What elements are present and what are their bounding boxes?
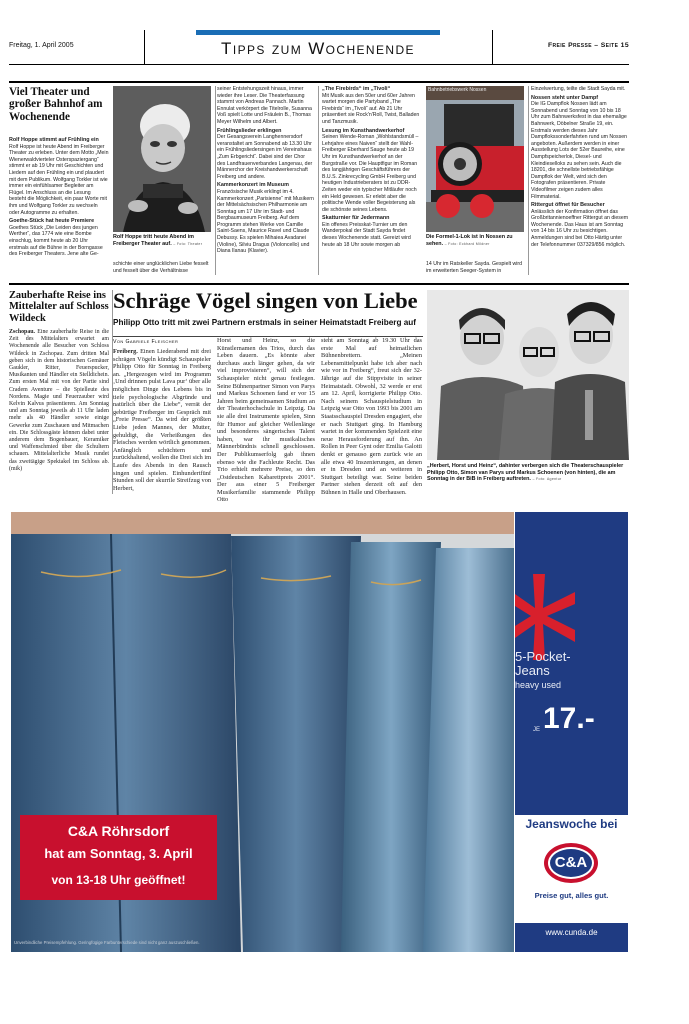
product-name-line1: 5-Pocket- [515, 649, 571, 664]
product-price: 17.- [543, 702, 595, 735]
train-photo-caption [426, 234, 524, 248]
story-column-2: Horst und Heinz, so die Künstlernamen des Trios, durch das Leben dauern. „Es könnte aber durchaus auch länger gehen, da wir viel improvisieren“, will sich der Schauspieler nicht genau festlegen. Seine Bühnenpartner Simon von Parys und Markus Schoenen fand er vor 15 Jahren beim gemeinsamen Studium an der Theaterhochschule in Leipzig. Da sie alle drei Instrumente spielen, Sinn für Humor auf gleicher Wellenlänge und besonderes sängerisches Talent haben, war ihr musikalisches Männerbündnis schnell geschlossen. Der Publikumserfolg gab ihnen ebenso wie die Fachleute Recht. Das Trio erhielt mehrere Preise, so den „Ostdeutschen Kabarettpreis 2001“. Der aus einer 5 Freiberger Musikerfamilie stammende Philipp Otto [217, 337, 315, 504]
logo-box [515, 833, 628, 923]
train-photo-credit: – Foto: Eckhard Mildner [444, 241, 490, 246]
locomotive-illustration [426, 86, 524, 232]
page-title: Tipps zum Wochenende [221, 39, 415, 58]
product-name-line2: Jeans [515, 663, 550, 678]
theater-headline: Viel Theater und großer Bahnhof am Wochenende [9, 86, 103, 123]
wildeck-text: Eine zauberhafte Reise in die Zeit des Mittelalters erwartet am Wochenende alle Besucher von Schloss Wildeck in Zschopau. Zum dritten Mal geben sich in dem historischen Gemäuer Gaukler, Ritter, Feuerspucker, Musikanten und Händler ein Stelldichein. Zum ersten Mal mit von der Partie sind Cradem Aventure – die Spielleute des Nordens. Magie und Feuerzauber wird Kelvin Kalvus präsentieren. Am Sonntag und am Sonntag jeweils ab 11 Uhr laden mehr als 40 Händler sowie einige Gewerke zum Zuschauen und Mitmachen ein. Die Schlossgäste können dabei unter anderem dem Bogenbauer, Keramiker und Waffenschmied über die Schultern schauen. Mittelalterliche Musik rundet das zweitägige Spektakel im Schloss ab. (mik) [9, 329, 109, 472]
theater-article [9, 135, 109, 277]
text-nossen: Die IG Dampflok Nossen lädt am Sonnabend und Sonntag von 10 bis 18 Uhr zum Bahnwerksfest in das ehemalige Bahnwerk, Döbelner Straße 19, ein. Erstmals werden dieses Jahr Dampflokssonderfahrten rund um Nossen angeboten. Außerdem werden in einer Ausstellung Lots der 52er Baureihe, eine Dampfspeicherlok, Diesel- und Kleindieselloks zu sehen sein. Auch die 18201, die schnellste betriebsfähige Dampflok der Welt, wird sich den Fotografen präsentieren. Private Videofilmer zeigen zudem alles Filmmaterial. [531, 101, 628, 200]
werther-text-continued: seiner Entstehungszeit hinaus, immer wieder ihre Leser. Die Theaterfassung stammt von Andreas Pannach. Martin Ennulat verkörpert die Titelrolle, Susanna Voß spielt Lotte und Fräulein B., Thomas Meyer Wilhelm und Albert. [217, 86, 312, 125]
header-divider-right [492, 30, 493, 64]
hoppe-photo-credit: – Foto: Theater [173, 241, 203, 246]
steam-locomotive-photo [426, 86, 524, 232]
banner-date: hat am Sonntag, 3. April [44, 846, 193, 861]
header-rule [9, 64, 629, 65]
story-column-1 [113, 348, 211, 494]
column-divider [318, 86, 319, 275]
text-lesung: Seinen Wende-Roman „Wohlstandsmüll – Lehrjahre eines Naiven“ stellt der Wahl-Freiberger Eberhard Sauge heute ab 19 Uhr im Kunsthandwerkerhof an der Burgstraße vor. Die Hauptfigur im Roman des langjährigen Geschäftsführers der B.U.S. Zinkrecycling GmbH Freiberg und heutigen Industrieberaters ist zu DDR-Zeiten weder ein typischer Mitläufer noch ein Held gewesen. Er erlebt aber die politische Wende voller Begeisterung als die schönste seines Lebens. [322, 134, 419, 213]
column-divider [215, 86, 216, 275]
banner-hours: von 13-18 Uhr geöffnet! [51, 873, 186, 887]
ad-footnote: Unverbindliche Preisempfehlung. Geringfügige Farbunterschiede sind nicht ganz auszuschließen. [14, 940, 200, 945]
subhead-kammerkonzert: Kammerkonzert im Museum [217, 182, 289, 189]
jeans-week-label: Jeanswoche bei [515, 815, 628, 833]
rolf-hoppe-photo [113, 86, 211, 232]
subhead-lesung: Lesung im Kunsthandwerkerhof [322, 127, 405, 134]
asterisk-icon [515, 574, 575, 660]
theater-text-goethe: Goethes Stück „Die Leiden des jungen Werther“, das 1774 wie eine Bombe einschlug, kommt heute ab 20 Uhr erstmals auf die Bühne in der Borngasse des Freiberger Theaters. Jene alte Ge- [9, 224, 103, 258]
wildeck-headline: Zauberhafte Reise ins Mittelalter auf Schloss Wildeck [9, 290, 109, 324]
trio-illustration [427, 290, 629, 460]
middle-section-rule [9, 283, 629, 285]
story-byline: Von Gabriele Fleischer [113, 339, 179, 345]
story-subheadline: Philipp Otto tritt mit zwei Partnern erstmals in seiner Heimatstadt Freiberg auf [113, 318, 416, 327]
text-firebirds: Mit Musik aus den 50er und 60er Jahren wartet morgen die Partyband „The Firebirds“ im „Tivoli“ auf. Ab 21 Uhr präsentiert sie Rock'n'Roll, Twist, Balladen und Tanzmusik. [322, 92, 420, 125]
subhead-firebirds: „The Firebirds“ im „Tivoli“ [322, 86, 391, 92]
ca-website-link[interactable]: www.cunda.de [545, 928, 598, 937]
top-section-rule [9, 81, 629, 83]
ca-side-panel [515, 512, 628, 952]
subhead-rittergut: Rittergut öffnet für Besucher [531, 202, 605, 209]
theater-text-continued: schichte einer unglücklichen Liebe fesselt und fesselt über die Verhältnisse [113, 261, 209, 274]
story-text-1: Einen Liederabend mit drei schrägen Vögeln kündigt Schauspieler Philipp Otto für Sonntag in Freiberg an. „Hergezogen wird im Programm ‚Und drinnen pulst Lava pur‘ über alle möglichen Dinge des Lebens bis in tiefe psychologische Abgründe und natürlich über die Liebe“, verrät der gebürtige Freiberger im Gespräch mit „Freie Presse“. Da wird der größten Liebe jeden Mannes, der Mutter, gehuldigt, die Verheißungen des Fleisches werden wörtlich genommen. Anfänglich schüchtern und zurückhaltend, wollen die Drei sich im Laufe des Abends in den Rausch singen und spielen. Einhundertfünf Stunden soll der skurrile Streifzug von Herbert, [113, 348, 211, 492]
text-kammerkonzert: Französische Musik erklingt im 4. Kammerkonzert „Parisienne“ mit Musikern der Mittelsächsischen Philharmonie am Sonntag um 17 Uhr im Stadt- und Bergbaumuseum Freiberg. Auf dem Programm stehen Werke von Camille Saint-Saens, Maurice Ravel und Claude Debussy. Es spielen Mihaiea Avadanei (Violine), Silviu Dragus (Violoncello) und Diana Ilanau (Klavier). [217, 188, 314, 255]
newspaper-page-info: Freie Presse – Seite 15 [547, 42, 629, 49]
product-description: heavy used [515, 680, 562, 690]
events-column-4 [322, 86, 420, 275]
subhead-skatturnier: Skatturnier für Jedermann [322, 215, 390, 222]
text-rittergut: Anlässlich der Konfirmation öffnet das Großbritannienoeffner Rittergut an diesem Wochenende. Das Haus ist am Sonntag von 14 bis 16 Uhr zu besichtigen. Anmeldungen sind bei Otto Härtig unter der Telefonnummer 037329/856 möglich. [531, 208, 629, 248]
locomotive-shed-sign: Bahnbetriebswerk Nossen [428, 87, 487, 93]
wildeck-dateline: Zschopau. [9, 329, 36, 335]
story-headline: Schräge Vögel singen von Liebe [113, 288, 418, 313]
store-opening-banner [20, 815, 217, 900]
theater-subhead-hoppe: Rolf Hoppe stimmt auf Frühling ein [9, 137, 99, 143]
ca-slogan: Preise gut, alles gut. [534, 891, 609, 900]
subhead-nossen: Nossen steht unter Dampf [531, 94, 599, 101]
ca-logo [544, 843, 598, 883]
wildeck-article [9, 329, 109, 494]
story-dateline: Freiberg. [113, 348, 138, 355]
skat-text-continued: 14 Uhr im Ratskeller Sayda. Gespielt wird im erweiterten Seeger-System in [426, 261, 523, 274]
trio-photo-caption [427, 463, 629, 490]
skat-text-end: Einzelwertung, teilte die Stadt Sayda mit. [531, 86, 626, 92]
hoppe-caption-text: Rolf Hoppe tritt heute Abend im Freiberger Theater auf. [113, 234, 194, 247]
text-fruehlingslieder: Der Gesangsverein Langhennersdorf veranstaltet am Sonnabend ab 13.30 Uhr ein Frühlingsliedersingen im Vereinshaus „Zum Erbgericht“. Dabei sind der Chor des Landfrauenverbandes Langenau, der Männerchor der Kreishandwerkerschaft Freiberg und andere. [217, 134, 313, 180]
column-divider [528, 86, 529, 275]
train-caption-text: Die Formel-1-Lok ist in Nossen zu sehen. [426, 234, 513, 247]
trio-caption-text: „Herbert, Horst und Heinz“, dahinter verbergen sich die Theaterschauspieler Philipp Otto, Simon van Parys und Markus Schoenen (von hinten), die am Sonntag in der BiB in Freiberg auftreten. [427, 463, 624, 483]
theater-subhead-goethe: Goethe-Stück hat heute Premiere [9, 218, 95, 225]
banner-store-name: C&A Röhrsdorf [67, 823, 170, 839]
price-prefix: JE [533, 727, 541, 733]
theater-text-hoppe: Rolf Hoppe ist heute Abend im Freiberger Theater zu erleben. Unter dem Motto „Mein Wienerwaldvierteler Osterspaziergang“ stimmt er ab 19 Uhr mit Geschichten und Liedern auf den Frühling ein und plaudert mit dem Publikum. Wolfgang Torkler ist wie immer ein einfühlsamer Begleiter am Flügel. Im Anschluss an die Lesung besteht die Möglichkeit, ein paar Worte mit ihm und Wolfgang Torkler zu wechseln oder Autogramme zu erhalten. [9, 143, 109, 216]
trio-photo [427, 290, 629, 460]
events-column-6 [531, 86, 629, 275]
ca-logo-text: C&A [554, 854, 588, 871]
hoppe-photo-caption [113, 234, 211, 248]
header-divider-left [144, 30, 145, 64]
trio-photo-credit: – Foto: Agentur [532, 477, 562, 482]
story-column-3: steht am Sonntag ab 19.30 Uhr das erste Mal auf heimatlichen Bühnenbrettern. „Meinen Lebensmittelpunkt habe ich aber nach wie vor in Freiberg“, freut sich der 32-Jährige auf die Stippvisite in seiner Heimatstadt. Obwohl, 32 werde er erst am 12. April, korrigierte Philipp Otto. Nach seinem Schauspielstudium in Leipzig war Otto von 1993 bis 2001 am Staatsschauspiel Dresden engagiert, ehe er nach Stuttgart ging. In Hamburg wartet in der kommenden Spielzeit eine neue Herausforderung auf ihn. An Rollen in Peer Gynt oder Emilia Galotti denkt er genauso gern zurück wie an alle etwa 40 Inszenierungen, an denen er in Dresden und an weiteren in Stuttgart beteiligt war. Seine beiden Partner stehen derzeit oft auf den Bühnen in Halle und Oberhausen. [321, 337, 422, 496]
text-skatturnier: Ein offenes Preisskat-Turnier um den Wanderpokal der Stadt Sayda findet dieses Wochenende statt. Gereizt wird heute ab 18 Uhr sowie morgen ab [322, 221, 411, 248]
portrait-illustration [113, 86, 211, 232]
header-accent-bar [196, 30, 440, 35]
events-column-3 [217, 86, 314, 275]
subhead-fruehlingslieder: Frühlingslieder erklingen [217, 127, 282, 134]
issue-date: Freitag, 1. April 2005 [9, 42, 74, 49]
